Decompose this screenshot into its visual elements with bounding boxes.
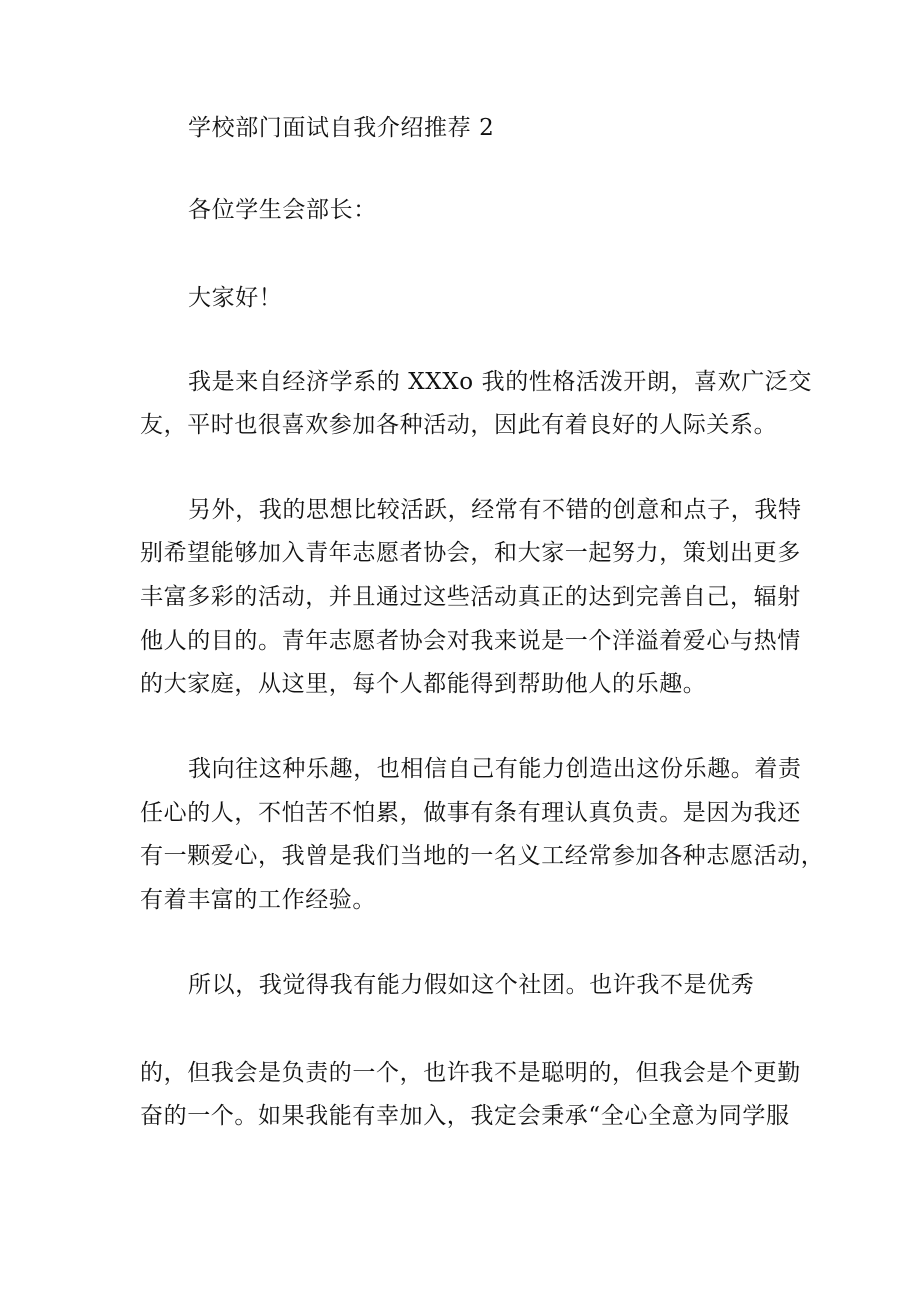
paragraph-1-line-2: 友，平时也很喜欢参加各种活动，因此有着良好的人际关系。 bbox=[140, 412, 778, 438]
paragraph-2-line-2: 别希望能够加入青年志愿者协会，和大家一起努力，策划出更多 bbox=[140, 540, 801, 566]
paragraph-3-line-3: 有一颗爱心，我曾是我们当地的一名义工经常参加各种志愿活动， bbox=[140, 843, 825, 869]
paragraph-5-line-2: 奋的一个。如果我能有幸加入，我定会秉承“全心全意为同学服 bbox=[140, 1103, 790, 1129]
paragraph-2-line-4: 他人的目的。青年志愿者协会对我来说是一个洋溢着爱心与热情 bbox=[140, 628, 801, 654]
document-title: 学校部门面试自我介绍推荐 2 bbox=[188, 115, 495, 141]
paragraph-4-line-1: 所以，我觉得我有能力假如这个社团。也许我不是优秀 bbox=[188, 972, 755, 998]
greeting: 大家好！ bbox=[188, 285, 283, 311]
paragraph-3-line-2: 任心的人，不怕苦不怕累，做事有条有理认真负责。是因为我还 bbox=[140, 800, 801, 826]
salutation: 各位学生会部长： bbox=[188, 197, 377, 223]
paragraph-1-line-1: 我是来自经济学系的 XXXo 我的性格活泼开朗，喜欢广泛交 bbox=[188, 369, 812, 395]
paragraph-5-line-1: 的，但我会是负责的一个，也许我不是聪明的，但我会是个更勤 bbox=[140, 1060, 801, 1086]
paragraph-2-line-3: 丰富多彩的活动，并且通过这些活动真正的达到完善自己，辐射 bbox=[140, 584, 801, 610]
paragraph-3-line-1: 我向往这种乐趣，也相信自己有能力创造出这份乐趣。着责 bbox=[188, 756, 802, 782]
paragraph-2-line-5: 的大家庭，从这里，每个人都能得到帮助他人的乐趣。 bbox=[140, 671, 707, 697]
paragraph-2-line-1: 另外，我的思想比较活跃，经常有不错的创意和点子，我特 bbox=[188, 497, 802, 523]
paragraph-3-line-4: 有着丰富的工作经验。 bbox=[140, 887, 376, 913]
